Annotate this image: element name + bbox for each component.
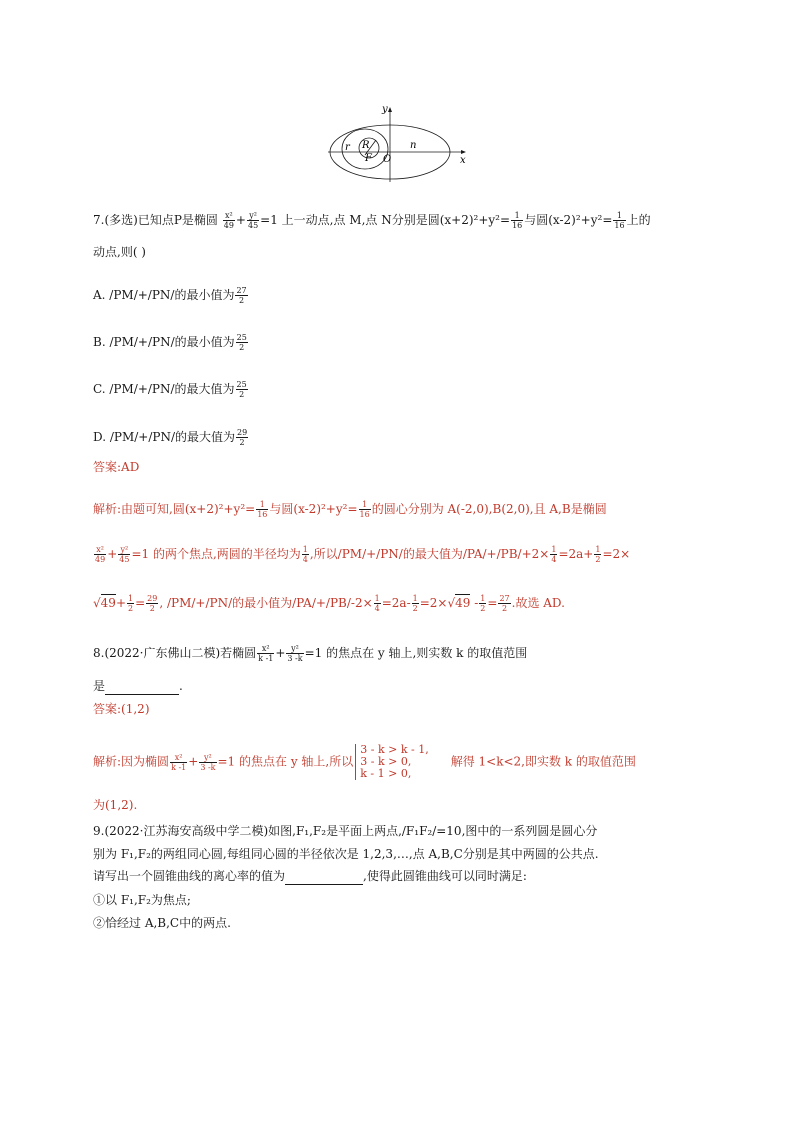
- label-r: r: [345, 142, 350, 153]
- label-n: n: [410, 140, 417, 151]
- q7-option-d: D. /PM/+/PN/的最大值为 $\frac{29}{2}$: [93, 428, 248, 447]
- q8-analysis-line1: 解析:因为椭圆 $\frac{\text{x²}}{k -1}$ + $\frac{\text{y²}}{3 -k}$ =1 的焦点在 y 轴上,所以 3 - k > k - 1, 3 - k > 0, k - 1 > 0, 解得 1<k<2,即实数 k 的取值范围: [93, 743, 636, 780]
- q7-stem-line1: 7.(多选)已知点P是椭圆 $\frac{\text{x²}}{49}$ + $\frac{\text{y²}}{45}$ =1 上一动点,点 M,点 N分别是圆(x+2)²+y²= $\frac{1}{16}$ 与圆(x-2)²+y²= $\frac{1}{16}$ 上的: [93, 211, 651, 230]
- label-y: y: [382, 104, 388, 115]
- q7-option-c: C. /PM/+/PN/的最大值为 $\frac{25}{2}$: [93, 380, 247, 399]
- q7-stem-line2: 动点,则( ): [93, 245, 146, 259]
- q8-analysis-line2: 为(1,2).: [93, 798, 138, 812]
- q9-line2: 别为 F₁,F₂的两组同心圆,每组同心圆的半径依次是 1,2,3,…,点 A,B,C分别是其中两圆的公共点.: [93, 847, 599, 861]
- label-O: O: [383, 154, 392, 165]
- label-F: F: [365, 153, 372, 164]
- q9-line4: ①以 F₁,F₂为焦点;: [93, 893, 191, 907]
- q9-line3: 请写出一个圆锥曲线的离心率的值为 ,使得此圆锥曲线可以同时满足:: [93, 869, 527, 883]
- y-axis-arrow: [388, 107, 392, 112]
- q8-answer: 答案:(1,2): [93, 702, 150, 716]
- label-x: x: [460, 155, 466, 166]
- q7-answer: 答案:AD: [93, 460, 140, 474]
- x-axis-arrow: [461, 150, 466, 154]
- label-R: R: [362, 140, 370, 151]
- q8-answer-blank[interactable]: [105, 678, 179, 695]
- q8-stem-line2: 是 .: [93, 679, 183, 693]
- q7-analysis-line1: 解析:由题可知,圆(x+2)²+y²= $\frac{1}{16}$ 与圆(x-2)²+y²= $\frac{1}{16}$ 的圆心分别为 A(-2,0),B(2,0),且 A,B是椭圆: [93, 500, 607, 519]
- q7-analysis-line3: √49+ $\frac{1}{2}$ = $\frac{29}{2}$ , /PM/+/PN/的最小值为/PA/+/PB/-2× $\frac{1}{4}$ =2a- $\frac{1}{2}$ =2×√49 - $\frac{1}{2}$ = $\frac{27}{2}$ .故选 AD.: [93, 594, 565, 613]
- q9-line1: 9.(2022·江苏海安高级中学二模)如图,F₁,F₂是平面上两点,/F₁F₂/=10,图中的一系列圆是圆心分: [93, 824, 598, 838]
- q8-stem-line1: 8.(2022·广东佛山二模)若椭圆 $\frac{\text{x²}}{k -1}$ + $\frac{\text{y²}}{3 -k}$ =1 的焦点在 y 轴上,则实数 k 的取值范围: [93, 644, 528, 663]
- q9-answer-blank[interactable]: [285, 868, 363, 885]
- q7-analysis-line2: $\frac{\text{x²}}{49}$ + $\frac{\text{y²}}{45}$ =1 的两个焦点,两圆的半径均为 $\frac{1}{4}$ ,所以/PM/+/PN/的最大值为/PA/+/PB/+2× $\frac{1}{4}$ =2a+ $\frac{1}{2}$ =2×: [95, 545, 631, 564]
- q7-option-a: A. /PM/+/PN/的最小值为 $\frac{27}{2}$: [93, 286, 247, 305]
- q9-line5: ②恰经过 A,B,C中的两点.: [93, 916, 231, 930]
- q7-option-b: B. /PM/+/PN/的最小值为 $\frac{25}{2}$: [93, 333, 247, 352]
- ellipse-figure: [320, 100, 480, 186]
- inequality-system: 3 - k > k - 1, 3 - k > 0, k - 1 > 0,: [355, 744, 428, 780]
